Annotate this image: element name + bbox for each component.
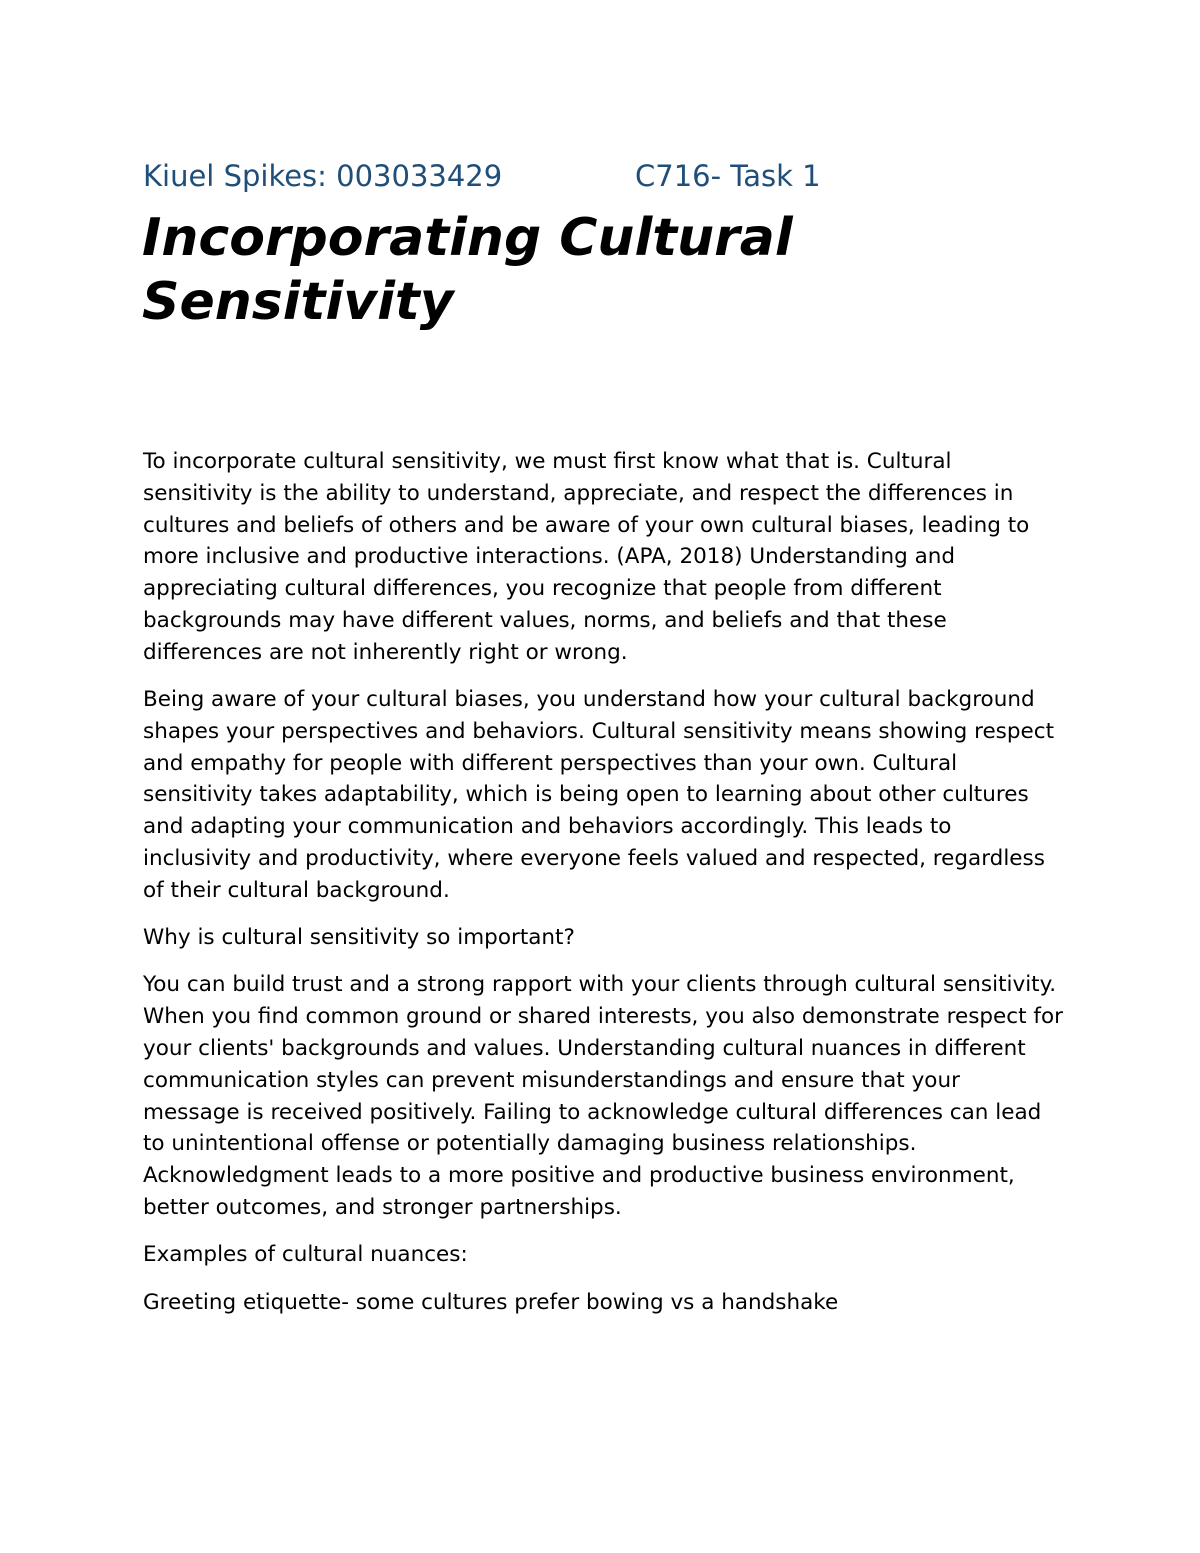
document-header (143, 156, 821, 196)
course-task-text: C716- Task 1 (635, 159, 821, 193)
paragraph-examples-heading: Examples of cultural nuances: (143, 1242, 468, 1268)
paragraph-greeting-example: Greeting etiquette- some cultures prefer bowing vs a handshake (143, 1289, 839, 1315)
paragraph-definition: To incorporate cultural sensitivity, we must first know what that is. Cultural sensitivity is the ability to understand, appreciate, and respect the differences in cultures and beliefs of others and be aware of your own cultural biases, leading to more inclusive and productive interactions. (APA, 2018) Understanding and appreciating cultural differences, you recognize that people from different backgrounds may have different values, norms, and beliefs and that these differences are not inherently right or wrong. (143, 449, 1030, 665)
document-body (143, 446, 1063, 1334)
paragraph-awareness: Being aware of your cultural biases, you understand how your cultural background shapes your perspectives and behaviors. Cultural sensitivity means showing respect and empathy for people with different perspectives than your own. Cultural sensitivity takes adaptability, which is being open to learning about other cultures and adapting your communication and behaviors accordingly. This leads to inclusivity and productivity, where everyone feels valued and respected, regardless of their cultural background. (143, 687, 1054, 903)
paragraph-importance: You can build trust and a strong rapport with your clients through cultural sensitivity. When you find common ground or shared interests, you also demonstrate respect for your clients' backgrounds and values. Understanding cultural nuances in different communication styles can prevent misunderstandings and ensure that your message is received positively. Failing to acknowledge cultural differences can lead to unintentional offense or potentially damaging business relationships. Acknowledgment leads to a more positive and productive business environment, better outcomes, and stronger partnerships. (143, 972, 1063, 1221)
document-title: Incorporating Cultural Sensitivity (142, 208, 793, 332)
author-id-text: Kiuel Spikes: 003033429 (143, 159, 503, 193)
paragraph-question: Why is cultural sensitivity so important? (143, 925, 575, 951)
